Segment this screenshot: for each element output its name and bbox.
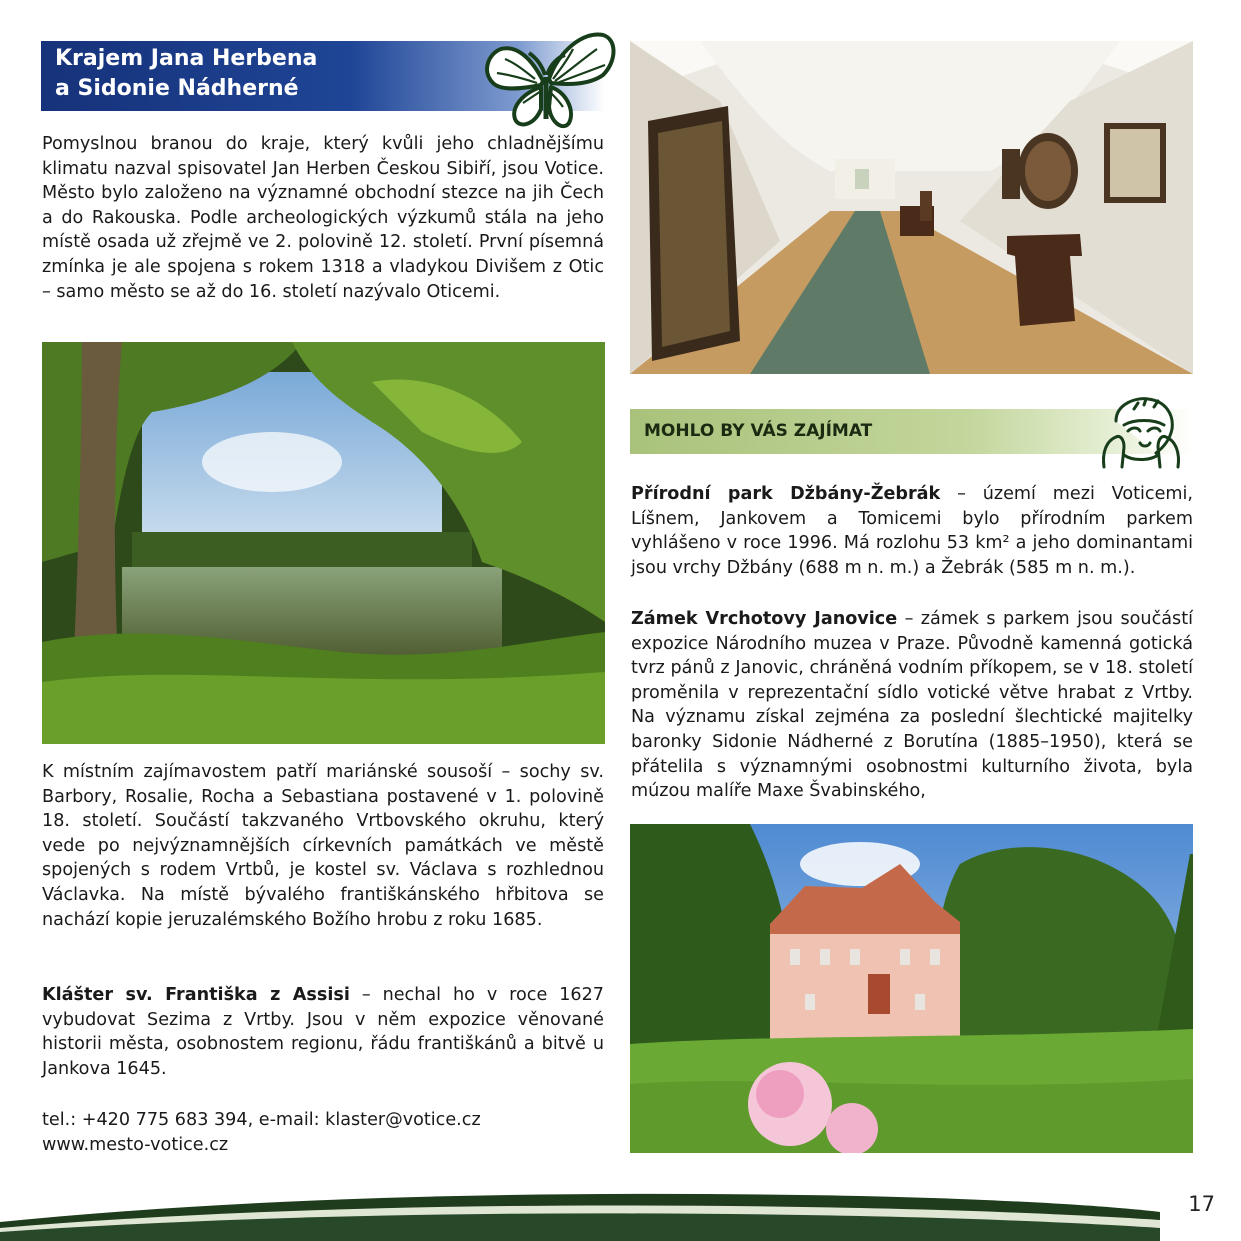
lake-photo — [42, 342, 605, 744]
castle-photo — [630, 824, 1193, 1153]
footer-wave — [0, 1188, 1241, 1241]
butterfly-icon — [471, 27, 621, 131]
chapter-title-banner — [41, 41, 605, 111]
page-number: 17 — [1188, 1192, 1215, 1216]
monastery-heading: Klášter sv. Františka z Assisi — [42, 985, 350, 1005]
monastery-text: – nechal ho v roce 1627 vybudovat Sezima z Vrtby. Jsou v něm expozice věnované historii města, osobnostem regionu, řádu františkánů a bitvě u Jankova 1645. — [42, 985, 604, 1079]
sidebar-heading-bar — [630, 409, 1193, 454]
castle-text: – zámek s parkem jsou součástí expozice Národního muzea v Praze. Původně kamenná gotická tvrz pánů z Janovic, chráněná vodním příkopem, se v 18. století proměnila v reprezentační sídlo votické větve hrabat z Vrtby. Na významu získal zejména za poslední šlechtické majitelky baronky Sidonie Nádherné z Borutína (1885–1950), která se přátelila s významnými osobnostmi kulturního života, byla múzou malíře Maxe Švabinského, — [631, 609, 1193, 802]
castle-paragraph — [631, 607, 1193, 804]
website-line: www.mesto-votice.cz — [42, 1135, 229, 1155]
contact-line: tel.: +420 775 683 394, e-mail: klaster@votice.cz — [42, 1110, 481, 1130]
nature-park-heading: Přírodní park Džbány-Žebrák — [631, 484, 941, 504]
monastery-paragraph — [42, 983, 604, 1081]
intro-paragraph: Pomyslnou branou do kraje, který kvůli jeho chladnějšímu klimatu nazval spisovatel Jan Herben Českou Sibiří, jsou Votice. Město bylo založeno na významné obchodní stezce na jih Čech a do Rakouska. Podle archeologických výzkumů stála na jeho místě osada už zřejmě ve 2. polovině 12. století. První písemná zmínka je ale spojena s rokem 1318 a vladykou Divišem z Otic – samo město se až do 16. století nazývalo Oticemi. — [42, 134, 604, 302]
nature-park-paragraph — [631, 482, 1193, 580]
chapter-title-line-1: Krajem Jana Herbena — [55, 46, 318, 71]
monastery-corridor-photo — [630, 41, 1193, 374]
attractions-paragraph: K místním zajímavostem patří mariánské sousoší – sochy sv. Barbory, Rosalie, Rocha a Sebastiana postavené v 1. polovině 18. století. Součástí takzvaného Vrtbovského okruhu, který vede po nejvýznamnějších církevních památkách ve městě spojených s rodem Vrtbů, je kostel sv. Václava s rozhlednou Václavka. Na místě bývalého františkánského hřbitova se nachází kopie jeruzalémského Božího hrobu z roku 1685. — [42, 762, 604, 930]
castle-heading: Zámek Vrchotovy Janovice — [631, 609, 898, 629]
nature-park-text: – území mezi Voticemi, Líšnem, Jankovem a Tomicemi bylo přírodním parkem vyhlášeno v roce 1996. Má rozlohu 53 km² a jeho dominantami jsou vrchy Džbány (688 m n. m.) a Žebrák (585 m n. m.). — [631, 484, 1194, 578]
chapter-title-line-2: a Sidonie Nádherné — [55, 76, 299, 101]
child-face-icon — [1094, 395, 1186, 473]
sidebar-heading: MOHLO BY VÁS ZAJÍMAT — [644, 421, 873, 441]
